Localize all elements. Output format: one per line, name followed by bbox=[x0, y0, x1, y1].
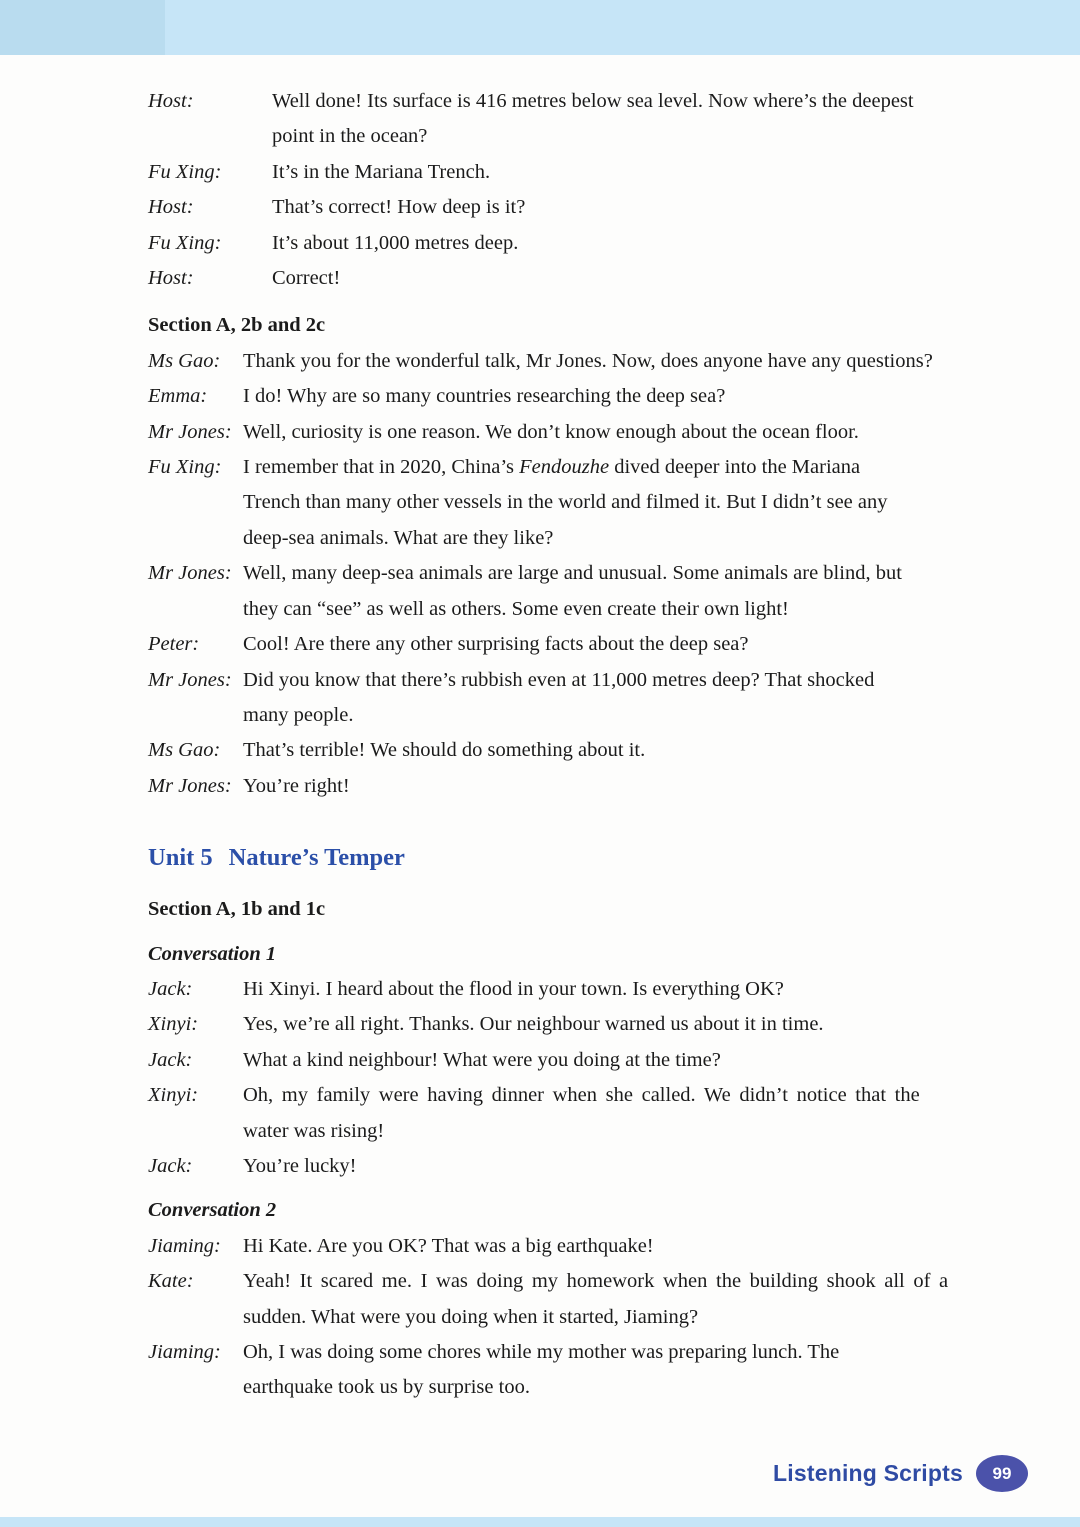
dialogue-turn bbox=[148, 663, 1000, 734]
speech-text bbox=[272, 226, 1000, 261]
speaker-label: Jack: bbox=[148, 977, 193, 1000]
top-decorative-band bbox=[0, 0, 1080, 55]
dialogue-turn bbox=[148, 1335, 1000, 1406]
bottom-decorative-band bbox=[0, 1517, 1080, 1527]
dialogue-line: Trench than many other vessels in the world and filmed it. But I didn’t see any bbox=[243, 491, 888, 514]
dialogue-line: I do! Why are so many countries researching the deep sea? bbox=[243, 385, 726, 408]
page-footer bbox=[773, 1455, 1028, 1492]
dialogue-block bbox=[148, 344, 1000, 804]
footer-section-label: Listening Scripts bbox=[773, 1459, 963, 1486]
dialogue-line: Hi Xinyi. I heard about the flood in your town. Is everything OK? bbox=[243, 977, 784, 1000]
speaker-label: Fu Xing: bbox=[148, 456, 222, 479]
dialogue-turn bbox=[148, 1229, 1000, 1264]
speech-text bbox=[243, 1229, 1000, 1264]
page-number-badge bbox=[976, 1455, 1028, 1492]
dialogue-text: I remember that in 2020, China’s bbox=[243, 456, 520, 479]
speech-text bbox=[243, 379, 1000, 414]
dialogue-turn bbox=[148, 261, 1000, 296]
dialogue-turn bbox=[148, 1043, 1000, 1078]
speaker-label: Ms Gao: bbox=[148, 349, 221, 372]
dialogue-line: Did you know that there’s rubbish even at 11,000 metres deep? That shocked bbox=[243, 668, 875, 691]
dialogue-line: It’s about 11,000 metres deep. bbox=[272, 231, 519, 254]
dialogue-line: It’s in the Mariana Trench. bbox=[272, 160, 491, 183]
section-heading: Section A, 2b and 2c bbox=[148, 314, 326, 337]
speech-text bbox=[272, 155, 1000, 190]
speech-text bbox=[243, 1264, 1000, 1335]
conversation-heading: Conversation 2 bbox=[148, 1199, 277, 1222]
dialogue-line: point in the ocean? bbox=[272, 125, 428, 148]
speech-text bbox=[243, 415, 1000, 450]
dialogue-line: Oh, I was doing some chores while my mother was preparing lunch. The bbox=[243, 1341, 840, 1363]
dialogue-line: many people. bbox=[243, 703, 354, 726]
speaker-label: Host: bbox=[148, 267, 194, 290]
dialogue-turn bbox=[148, 627, 1000, 662]
page-content bbox=[148, 84, 1000, 1406]
speaker-label: Jack: bbox=[148, 1154, 193, 1177]
speaker-label: Mr Jones: bbox=[148, 668, 232, 691]
speech-text bbox=[243, 450, 1000, 556]
dialogue-turn bbox=[148, 1149, 1000, 1184]
dialogue-turn bbox=[148, 415, 1000, 450]
dialogue-line: Hi Kate. Are you OK? That was a big earthquake! bbox=[243, 1234, 654, 1257]
unit-title: Nature’s Temper bbox=[228, 844, 405, 872]
dialogue-turn bbox=[148, 84, 1000, 155]
dialogue-line: Thank you for the wonderful talk, Mr Jones. Now, does anyone have any questions? bbox=[243, 349, 933, 372]
speech-text bbox=[272, 190, 1000, 225]
dialogue-turn bbox=[148, 1078, 1000, 1149]
dialogue-turn bbox=[148, 1007, 1000, 1042]
dialogue-turn bbox=[148, 769, 1000, 804]
speech-text bbox=[243, 1007, 1000, 1042]
dialogue-turn bbox=[148, 344, 1000, 379]
dialogue-line: That’s terrible! We should do something about it. bbox=[243, 739, 646, 762]
speaker-label: Mr Jones: bbox=[148, 562, 232, 585]
dialogue-line: Correct! bbox=[272, 267, 341, 290]
dialogue-line: Well, many deep-sea animals are large and unusual. Some animals are blind, but bbox=[243, 562, 902, 585]
dialogue-line: they can “see” as well as others. Some even create their own light! bbox=[243, 597, 789, 620]
speech-text bbox=[243, 1335, 1000, 1406]
dialogue-line bbox=[243, 450, 1000, 485]
dialogue-turn bbox=[148, 972, 1000, 1007]
speaker-label: Peter: bbox=[148, 633, 200, 656]
speaker-label: Jiaming: bbox=[148, 1234, 221, 1257]
speech-text bbox=[243, 1078, 1000, 1149]
speech-text bbox=[243, 1149, 1000, 1184]
speaker-label: Ms Gao: bbox=[148, 739, 221, 762]
dialogue-line: earthquake took us by surprise too. bbox=[243, 1376, 530, 1399]
dialogue-line: Yes, we’re all right. Thanks. Our neighbour warned us about it in time. bbox=[243, 1013, 824, 1036]
speaker-label: Xinyi: bbox=[148, 1013, 199, 1036]
dialogue-line: Well, curiosity is one reason. We don’t know enough about the ocean floor. bbox=[243, 420, 859, 443]
speaker-label: Emma: bbox=[148, 385, 208, 408]
dialogue-line: Yeah! It scared me. I was doing my homework when the building shook all of a bbox=[243, 1270, 949, 1293]
dialogue-line: You’re lucky! bbox=[243, 1154, 357, 1177]
dialogue-line: You’re right! bbox=[243, 774, 350, 797]
unit-heading bbox=[148, 838, 1000, 878]
conversation-heading: Conversation 1 bbox=[148, 942, 277, 965]
speech-text bbox=[243, 769, 1000, 804]
dialogue-line: Oh, my family were having dinner when she called. We didn’t notice that the bbox=[243, 1084, 920, 1107]
dialogue-line: deep-sea animals. What are they like? bbox=[243, 526, 554, 549]
speech-text bbox=[243, 1043, 1000, 1078]
dialogue-line: Well done! Its surface is 416 metres below sea level. Now where’s the deepest bbox=[272, 90, 914, 112]
speaker-label: Mr Jones: bbox=[148, 420, 232, 443]
speaker-label: Fu Xing: bbox=[148, 160, 222, 183]
dialogue-turn bbox=[148, 450, 1000, 556]
dialogue-turn bbox=[148, 190, 1000, 225]
dialogue-block bbox=[148, 972, 1000, 1184]
dialogue-text: dived deeper into the Mariana bbox=[609, 456, 861, 479]
dialogue-turn bbox=[148, 226, 1000, 261]
dialogue-turn bbox=[148, 379, 1000, 414]
speech-text bbox=[272, 84, 1000, 155]
speaker-label: Mr Jones: bbox=[148, 774, 232, 797]
dialogue-line: Cool! Are there any other surprising facts about the deep sea? bbox=[243, 633, 749, 656]
speaker-label: Xinyi: bbox=[148, 1084, 199, 1107]
dialogue-turn bbox=[148, 155, 1000, 190]
dialogue-line: sudden. What were you doing when it started, Jiaming? bbox=[243, 1305, 699, 1328]
dialogue-turn bbox=[148, 733, 1000, 768]
speech-text bbox=[272, 261, 1000, 296]
speech-text bbox=[243, 556, 1000, 627]
top-band-corner-shade bbox=[0, 0, 165, 55]
speech-text bbox=[243, 733, 1000, 768]
speaker-label: Jiaming: bbox=[148, 1341, 221, 1363]
dialogue-turn bbox=[148, 1264, 1000, 1335]
speaker-label: Host: bbox=[148, 196, 194, 219]
speech-text bbox=[243, 972, 1000, 1007]
speaker-label: Jack: bbox=[148, 1048, 193, 1071]
speaker-label: Kate: bbox=[148, 1270, 194, 1293]
dialogue-block bbox=[148, 1229, 1000, 1406]
dialogue-block bbox=[148, 84, 1000, 296]
unit-number: Unit 5 bbox=[148, 844, 213, 872]
section-heading: Section A, 1b and 1c bbox=[148, 898, 326, 921]
speaker-label: Fu Xing: bbox=[148, 231, 222, 254]
speech-text bbox=[243, 627, 1000, 662]
dialogue-line: That’s correct! How deep is it? bbox=[272, 196, 526, 219]
speaker-label: Host: bbox=[148, 90, 194, 112]
speech-text bbox=[243, 344, 1000, 379]
page-number: 99 bbox=[992, 1463, 1012, 1483]
speech-text bbox=[243, 663, 1000, 734]
dialogue-line: What a kind neighbour! What were you doing at the time? bbox=[243, 1048, 721, 1071]
vessel-name-italic: Fendouzhe bbox=[519, 456, 610, 479]
dialogue-turn bbox=[148, 556, 1000, 627]
dialogue-line: water was rising! bbox=[243, 1119, 385, 1142]
